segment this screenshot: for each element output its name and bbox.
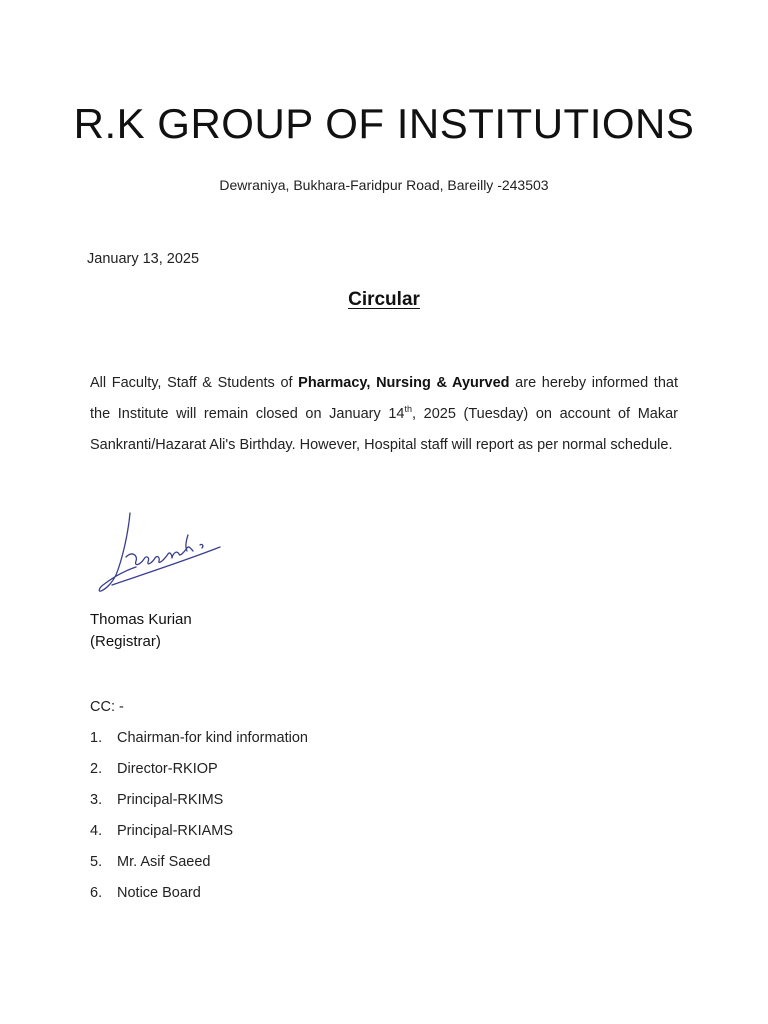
cc-item (90, 755, 308, 786)
cc-item (90, 724, 308, 755)
cc-item-text: Principal-RKIMS (117, 792, 224, 808)
signature-stroke (126, 547, 193, 565)
body-text-2: are hereby informed that the Institute will remain closed on January 14 (90, 375, 678, 422)
cc-list (90, 724, 308, 910)
cc-item-text: Chairman-for kind information (117, 730, 308, 746)
cc-item-number: 4. (90, 823, 103, 839)
cc-item-text: Director-RKIOP (117, 761, 218, 777)
cc-item-number: 3. (90, 792, 103, 808)
cc-item (90, 786, 308, 817)
signature-stroke (112, 547, 220, 585)
body-text-1: All Faculty, Staff & Students of (90, 375, 299, 391)
cc-item-number: 1. (90, 730, 103, 746)
body-departments: Pharmacy, Nursing & Ayurved (298, 375, 510, 391)
cc-item (90, 879, 308, 910)
circular-heading: Circular (348, 289, 420, 310)
cc-item-text: Mr. Asif Saeed (117, 854, 211, 870)
body-ordinal: th (404, 404, 412, 415)
signature-image (92, 505, 232, 600)
cc-item-number: 2. (90, 761, 103, 777)
cc-item-number: 6. (90, 885, 103, 901)
body-text-3: , 2025 (Tuesday) on account of Makar Sankranti/Hazarat Ali's Birthday. However, Hospital staff will report as per normal schedule. (90, 406, 678, 453)
institution-title: R.K GROUP OF INSTITUTIONS (73, 100, 695, 147)
cc-item (90, 848, 308, 879)
signature-stroke (99, 513, 136, 591)
signatory-name: Thomas Kurian (90, 611, 192, 628)
circular-date: January 13, 2025 (87, 251, 200, 267)
cc-item-text: Principal-RKIAMS (117, 823, 234, 839)
circular-body (90, 368, 678, 461)
cc-label: CC: - (90, 699, 124, 715)
institution-address: Dewraniya, Bukhara-Faridpur Road, Bareilly -243503 (219, 177, 549, 193)
cc-item-number: 5. (90, 854, 103, 870)
signatory-title: (Registrar) (90, 633, 161, 650)
cc-item (90, 817, 308, 848)
signature-stroke (200, 544, 203, 548)
cc-item-text: Notice Board (117, 885, 201, 901)
